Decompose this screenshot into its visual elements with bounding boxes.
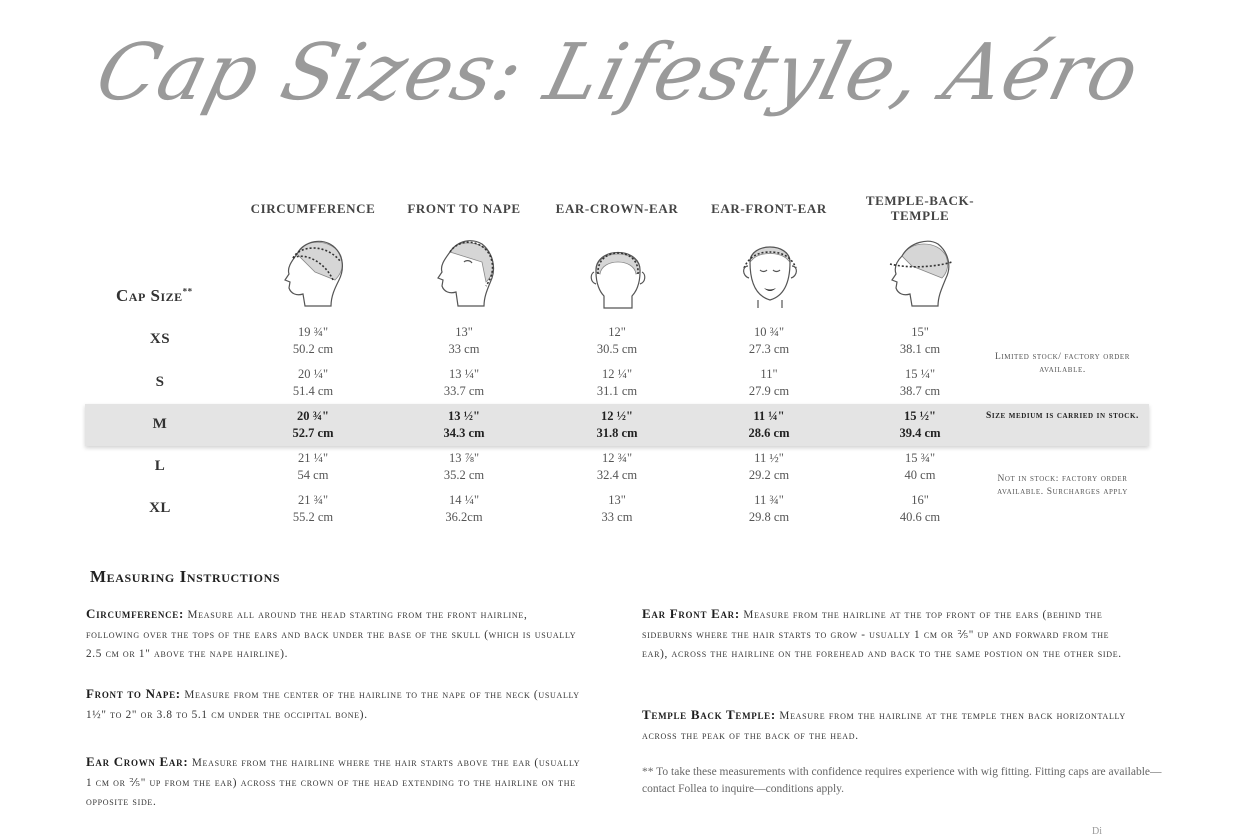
table-cell: 11 ½" 29.2 cm	[748, 451, 790, 482]
table-cell: 10 ¾" 27.3 cm	[748, 325, 790, 356]
head-back-ear-crown-ear-icon	[578, 232, 658, 312]
corner-text: Di	[1092, 826, 1102, 837]
instruction-term: Ear Front Ear:	[642, 606, 740, 621]
instruction-ear-front-ear	[642, 604, 1132, 665]
table-cell: 21 ¼" 54 cm	[297, 451, 329, 482]
page-title: Cap Sizes: Lifestyle, Aéro	[87, 28, 1149, 118]
row-label-l: L	[154, 458, 166, 474]
cap-size-label: Cap Size**	[116, 286, 193, 305]
instruction-term: Ear Crown Ear:	[86, 754, 189, 769]
instruction-text: Measure all around the head starting from the front hairline, following over the tops of the ears and back under the base of the skull (which is usually 2.5 cm or 1" above the nape hairline).	[86, 609, 577, 660]
table-cell: 12 ¼" 31.1 cm	[596, 367, 638, 398]
col-header-ear-front-ear: EAR-FRONT-EAR	[711, 201, 827, 216]
footnote: ** To take these measurements with confidence requires experience with wig fitting. Fitting caps are available—contact Follea to inquire—conditions apply.	[642, 766, 1162, 795]
col-header-front-to-nape: FRONT TO NAPE	[407, 201, 521, 216]
instruction-text: Measure from the hairline at the top front of the ears (behind the sideburns where the hair starts to grow - usually 1 cm or ⅖" up and forward from the ear), across the hairline on the forehead and back to the same postion on the other side.	[642, 609, 1122, 660]
row-label-s: S	[155, 374, 165, 390]
table-cell: 21 ¾" 55.2 cm	[292, 493, 334, 524]
table-cell: 20 ¾" 52.7 cm	[292, 409, 334, 440]
table-cell: 15 ¼" 38.7 cm	[899, 367, 941, 398]
instruction-front-to-nape	[86, 684, 581, 725]
instruction-term: Front to Nape:	[86, 686, 181, 701]
col-header-circumference: CIRCUMFERENCE	[250, 201, 376, 216]
row-label-m: M	[152, 416, 168, 432]
instruction-text: Measure from the center of the hairline to the nape of the neck (usually 1½" to 2" or 3.8 to 5.1 cm under the occipital bone).	[86, 689, 580, 721]
table-cell: 13" 33 cm	[448, 325, 480, 356]
table-cell: 13 ⅞" 35.2 cm	[443, 451, 485, 482]
instruction-ear-crown-ear	[86, 752, 581, 813]
table-cell: 15 ½" 39.4 cm	[899, 409, 941, 440]
head-front-ear-front-ear-icon	[730, 232, 810, 312]
table-cell: 13 ½" 34.3 cm	[443, 409, 485, 440]
table-cell: 16" 40.6 cm	[899, 493, 941, 524]
head-side-circumference-icon	[275, 232, 355, 312]
table-cell: 12 ¾" 32.4 cm	[596, 451, 638, 482]
table-cell: 11 ¾" 29.8 cm	[748, 493, 790, 524]
instruction-term: Temple Back Temple:	[642, 707, 776, 722]
instruction-text: Measure from the hairline at the temple then back horizontally across the peak of the back of the head.	[642, 710, 1126, 742]
cap-size-footnote-mark: **	[182, 286, 193, 297]
note-limited-stock: Limited stock/ factory order available.	[994, 352, 1131, 375]
table-cell: 15 ¾" 40 cm	[904, 451, 936, 482]
table-cell: 13" 33 cm	[601, 493, 633, 524]
table-cell: 19 ¾" 50.2 cm	[292, 325, 334, 356]
row-label-xs: XS	[149, 331, 171, 347]
row-label-xl: XL	[149, 500, 171, 516]
instruction-term: Circumference:	[86, 606, 185, 621]
note-medium-in-stock: Size medium is carried in stock.	[986, 411, 1139, 421]
table-cell: 13 ¼" 33.7 cm	[443, 367, 485, 398]
table-cell: 12" 30.5 cm	[596, 325, 638, 356]
col-header-temple-back-temple: TEMPLE-BACK-TEMPLE	[865, 193, 975, 223]
instruction-circumference	[86, 604, 581, 665]
table-cell: 20 ¼" 51.4 cm	[292, 367, 334, 398]
head-side-temple-back-temple-icon	[882, 232, 962, 312]
table-cell: 12 ½" 31.8 cm	[596, 409, 638, 440]
table-cell: 11 ¼" 28.6 cm	[748, 409, 790, 440]
measuring-instructions-title: Measuring Instructions	[90, 567, 281, 586]
table-cell: 15" 38.1 cm	[899, 325, 941, 356]
instruction-temple-back-temple	[642, 705, 1137, 746]
note-not-in-stock: Not in stock: factory order available. Surcharges apply	[997, 474, 1128, 497]
instruction-text: Measure from the hairline where the hair starts above the ear (usually 1 cm or ⅖" up from the ear) across the crown of the head extending to the hairline on the opposite side.	[86, 757, 581, 808]
table-cell: 11" 27.9 cm	[748, 367, 790, 398]
col-header-ear-crown-ear: EAR-CROWN-EAR	[555, 201, 679, 216]
head-side-front-to-nape-icon	[426, 232, 506, 312]
table-cell: 14 ¼" 36.2cm	[445, 493, 483, 524]
